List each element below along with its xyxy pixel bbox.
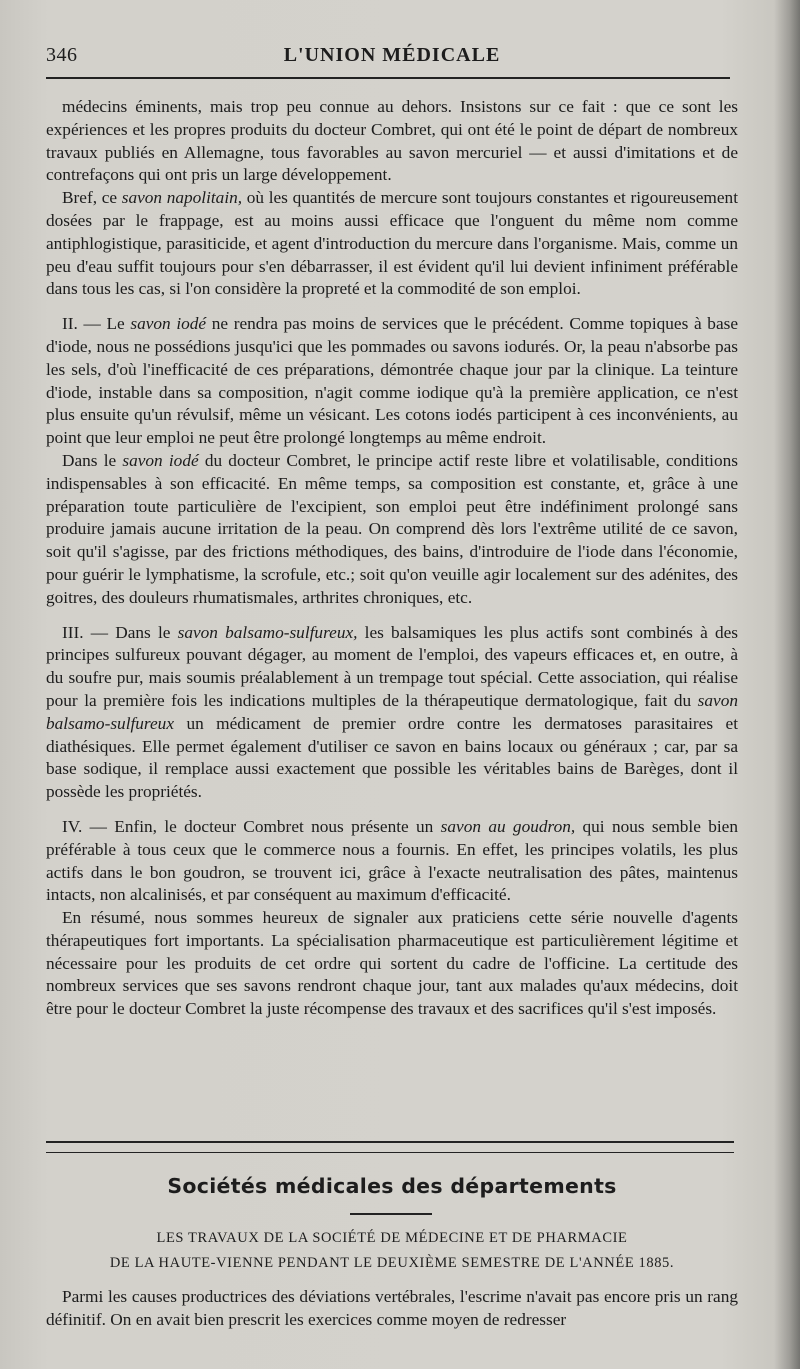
header-rule	[46, 77, 730, 79]
italic-term: savon balsamo-sulfureux	[46, 690, 738, 733]
italic-term: savon napolitain,	[121, 188, 243, 208]
article-paragraph-p5	[46, 622, 738, 804]
article-paragraph-p6	[46, 816, 738, 907]
text-run: qui nous semble bien préférable à tous ceux que le commerce nous a fournis. En effet, les principes volatils, les plus actifs dans le bon goudron, se trouvent ici, grâce à l'exacte neutralisation des pâtes, maintenus intacts, non alcalinisés, et par conséquent au maximum d'efficacité.	[46, 816, 738, 905]
subheading-line-1: LES TRAVAUX DE LA SOCIÉTÉ DE MÉDECINE ET DE PHARMACIE	[156, 1230, 628, 1246]
section-paragraph: Parmi les causes productrices des déviations vertébrales, l'escrime n'avait pas encore pris un rang définitif. On en avait bien prescrit les exercices comme moyen de redresser	[46, 1287, 738, 1329]
article-paragraph-p3	[46, 313, 738, 450]
article-body	[46, 96, 738, 1021]
article-paragraph-p4	[46, 450, 738, 610]
text-run: II. — Le	[62, 314, 131, 334]
heading-underline	[350, 1213, 432, 1215]
text-run: médecins éminents, mais trop peu connue au dehors. Insistons sur ce fait : que ce sont les expériences et les propres produits du docteur Combret, qui ont été le point de départ de nombreux travaux publiés en Allemagne, tous favorables au savon mercuriel — et aussi d'imitations et de contrefaçons qui ont pris un large développement.	[46, 97, 738, 185]
text-run: IV. — Enfin, le docteur Combret nous présente un	[62, 816, 441, 836]
text-run: ne rendra pas moins de services que le précédent. Comme topiques à base d'iode, nous ne possédions jusqu'ici que les pommades ou savons iodurés. Or, la peau n'absorbe pas les sels, d'où l'inefficacité de ces préparations, démontrée chaque jour par la clinique. La teinture d'iode, instable dans sa composition, n'agit comme iodique qu'à la première application, ce n'est plus ensuite qu'un révulsif, même un vésicant. Les cotons iodés participent à ces inconvénients, au point que leur emploi ne peut être prolongé longtemps au même endroit.	[46, 314, 739, 448]
section-divider	[46, 1141, 734, 1153]
italic-term: savon iodé	[130, 314, 207, 334]
running-head	[46, 44, 738, 72]
page-number: 346	[46, 44, 78, 66]
text-run: où les quantités de mercure sont toujours constantes et rigoureusement dosées par le frappage, est au moins aussi efficace que l'onguent du même nom comme antiphlogistique, parasiticide, et agent d'introduction du mercure dans l'organisme. Mais, comme un peu d'eau suffit toujours pour s'en débarrasser, il est évident qu'il lui devient infiniment préférable dans tous les cas, si l'on considère la propreté et la commodité de son emploi.	[46, 188, 738, 299]
text-run: les balsamiques les plus actifs sont combinés à des principes sulfureux pouvant dégager, au moment de l'emploi, des vapeurs efficaces et, en outre, à du soufre pur, mais soumis préalablement à un trempage tout spécial. Cette association, qui réalise pour la première fois les indications multiples de la thérapeutique dermatologique, fait du	[46, 622, 738, 710]
italic-term: savon iodé	[122, 450, 199, 470]
text-run: Dans le	[62, 450, 123, 470]
text-run: III. — Dans le	[62, 622, 178, 642]
section-subheading	[46, 1226, 738, 1276]
text-run: un médicament de premier ordre contre les dermatoses parasitaires et diathésiques. Elle permet également d'utiliser ce savon en bains locaux ou généraux ; car, par sa base sodique, il remplace aussi exactement que possible les véritables bains de Barèges, dont il possède les propriétés.	[46, 713, 738, 802]
section-heading: Sociétés médicales des départements	[167, 1174, 617, 1198]
article-paragraph-p1	[46, 96, 738, 187]
subheading-line-2: DE LA HAUTE-VIENNE PENDANT LE DEUXIÈME SEMESTRE DE L'ANNÉE 1885.	[109, 1255, 675, 1271]
text-run: Bref, ce	[62, 188, 122, 208]
journal-title: L'UNION MÉDICALE	[283, 44, 501, 66]
italic-term: savon balsamo-sulfureux,	[177, 622, 358, 642]
italic-term: savon au goudron,	[440, 816, 576, 836]
section-body	[46, 1286, 738, 1331]
article-paragraph-p2	[46, 187, 738, 301]
article-paragraph-p7	[46, 907, 738, 1021]
text-run: du docteur Combret, le principe actif reste libre et volatilisable, conditions indispensables à son efficacité. En même temps, sa composition est constante, et, grâce à une préparation toute particulière de l'excipient, son emploi peut être indéfiniment prolongé sans produire jamais aucune irritation de la peau. On comprend dès lors l'extrême utilité de ce savon, soit qu'il s'agisse, par des frictions méthodiques, des bains, d'introduire de l'iode dans l'économie, pour guérir le lymphatisme, la scrofule, etc.; soit qu'on veuille agir localement sur des adénites, des goitres, des douleurs rhumatismales, arthrites chroniques, etc.	[46, 450, 738, 607]
text-run: En résumé, nous sommes heureux de signaler aux praticiens cette série nouvelle d'agents thérapeutiques fort importants. La spécialisation pharmaceutique est particulièrement légitime et nécessaire pour les produits de cet ordre qui sortent du cadre de l'officine. La certitude des nombreux services que ses savons rendront chaque jour, tant aux malades qu'aux médecins, doit être pour le docteur Combret la juste récompense des travaux et des sacrifices qu'il s'est imposés.	[46, 908, 738, 1019]
